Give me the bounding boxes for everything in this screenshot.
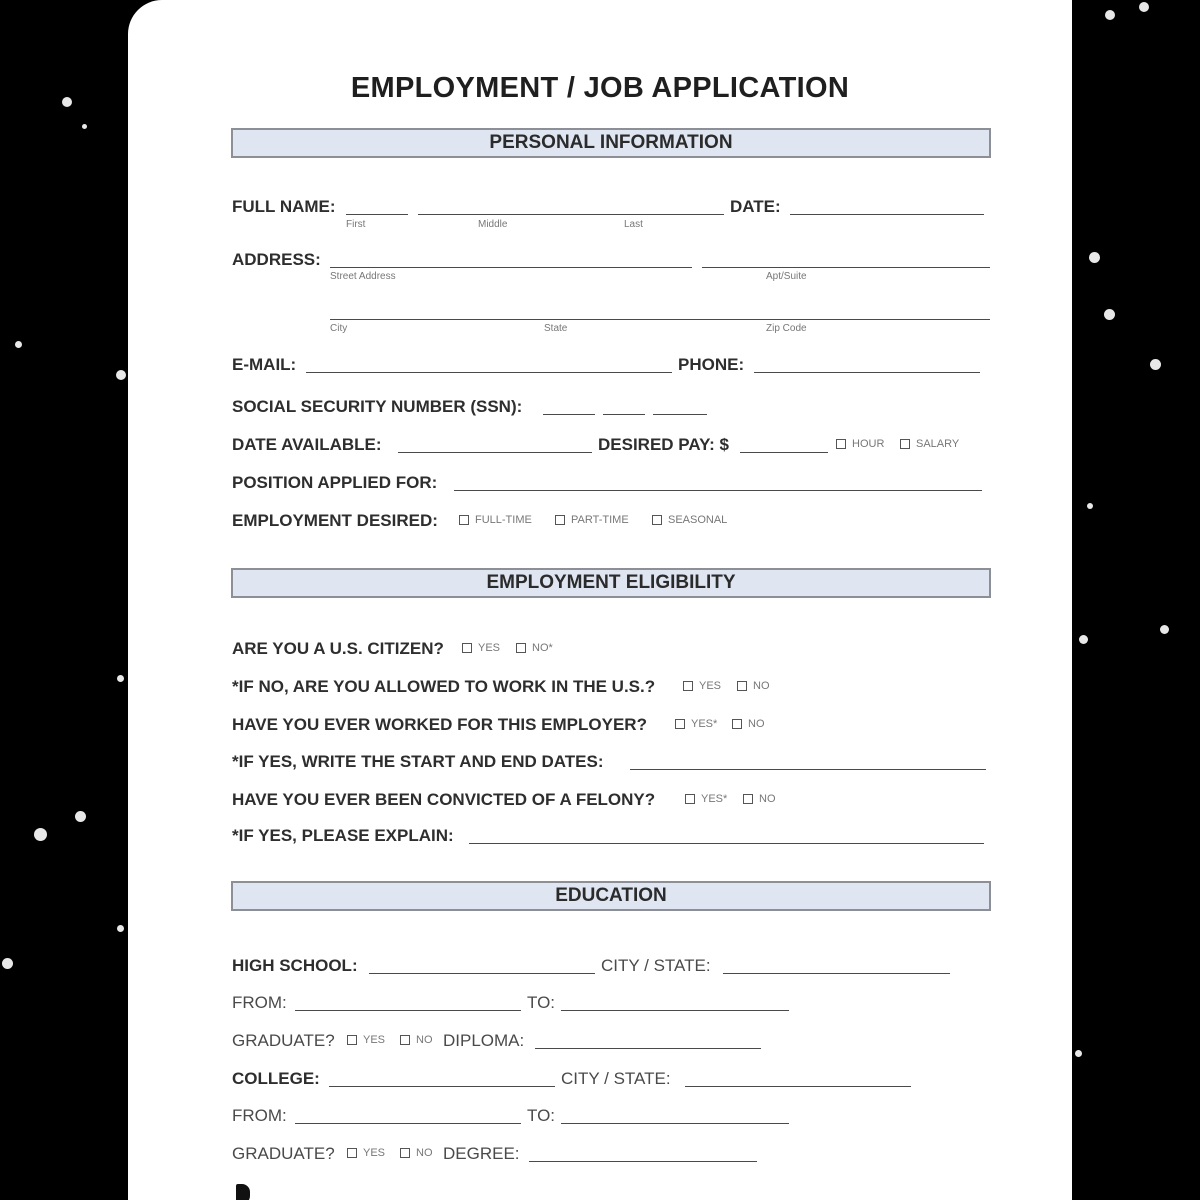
star-dot — [62, 97, 72, 107]
phone-field[interactable] — [754, 372, 980, 373]
checkbox-icon[interactable] — [732, 719, 742, 729]
degree-label: DEGREE: — [443, 1144, 520, 1163]
hs-graduate-label: GRADUATE? — [232, 1031, 335, 1050]
allowed-to-work-question: *IF NO, ARE YOU ALLOWED TO WORK IN THE U.S.? — [232, 677, 656, 696]
zip-hint: Zip Code — [766, 323, 807, 334]
ssn-part1-field[interactable] — [543, 414, 595, 415]
worked-here-question: HAVE YOU EVER WORKED FOR THIS EMPLOYER? — [232, 715, 647, 734]
apt-hint: Apt/Suite — [766, 271, 807, 282]
yes-label: YES* — [691, 718, 718, 730]
hs-city-state-field[interactable] — [723, 973, 950, 974]
date-available-label: DATE AVAILABLE: — [232, 435, 382, 454]
star-dot — [82, 124, 87, 129]
star-dot — [1160, 625, 1169, 634]
phone-label: PHONE: — [678, 355, 745, 374]
part-time-label: PART-TIME — [571, 514, 629, 526]
apt-suite-field[interactable] — [702, 267, 990, 268]
middle-hint: Middle — [478, 219, 508, 230]
college-to-label: TO: — [527, 1106, 556, 1125]
checkbox-icon[interactable] — [459, 515, 469, 525]
allowed-yes-option[interactable] — [683, 680, 721, 692]
position-label: POSITION APPLIED FOR: — [232, 473, 438, 492]
document-title: EMPLOYMENT / JOB APPLICATION — [350, 72, 850, 104]
citizen-yes-option[interactable] — [462, 642, 500, 654]
no-label: NO — [416, 1147, 433, 1159]
felony-question: HAVE YOU EVER BEEN CONVICTED OF A FELONY? — [232, 790, 656, 809]
street-hint: Street Address — [330, 271, 396, 282]
star-dot — [34, 828, 47, 841]
checkbox-icon[interactable] — [675, 719, 685, 729]
date-field[interactable] — [790, 214, 984, 215]
star-dot — [1087, 503, 1093, 509]
diploma-label: DIPLOMA: — [443, 1031, 525, 1050]
checkbox-icon[interactable] — [347, 1148, 357, 1158]
section-header-eligibility: EMPLOYMENT ELIGIBILITY — [231, 568, 991, 598]
star-dot — [1105, 10, 1115, 20]
star-dot — [1089, 252, 1100, 263]
college-graduate-label: GRADUATE? — [232, 1144, 335, 1163]
star-dot — [117, 925, 124, 932]
explain-label: *IF YES, PLEASE EXPLAIN: — [232, 826, 454, 845]
checkbox-icon[interactable] — [462, 643, 472, 653]
email-field[interactable] — [306, 372, 672, 373]
footer-logo-icon — [236, 1184, 250, 1200]
checkbox-icon[interactable] — [347, 1035, 357, 1045]
star-dot — [116, 370, 126, 380]
hour-option-label: HOUR — [852, 438, 885, 450]
star-dot — [1079, 635, 1088, 644]
college-label: COLLEGE: — [232, 1069, 320, 1088]
hs-graduate-no-option[interactable] — [400, 1034, 433, 1046]
checkbox-icon[interactable] — [836, 439, 846, 449]
checkbox-icon[interactable] — [516, 643, 526, 653]
ssn-label: SOCIAL SECURITY NUMBER (SSN): — [232, 397, 523, 416]
yes-label: YES — [363, 1034, 386, 1046]
yes-label: YES — [699, 680, 722, 692]
last-hint: Last — [624, 219, 643, 230]
college-city-state-field[interactable] — [685, 1086, 911, 1087]
hs-city-state-label: CITY / STATE: — [601, 956, 711, 975]
part-time-option[interactable] — [555, 514, 629, 526]
no-label: NO — [416, 1034, 433, 1046]
start-end-dates-field[interactable] — [630, 769, 986, 770]
star-dot — [117, 675, 124, 682]
section-header-education: EDUCATION — [231, 881, 991, 911]
no-label: NO — [748, 718, 765, 730]
star-dot — [75, 811, 86, 822]
application-page — [128, 0, 1072, 1200]
citizen-question: ARE YOU A U.S. CITIZEN? — [232, 639, 444, 658]
star-dot — [1104, 309, 1115, 320]
diploma-field[interactable] — [535, 1048, 761, 1049]
street-address-field[interactable] — [330, 267, 692, 268]
salary-option[interactable] — [900, 438, 959, 450]
checkbox-icon[interactable] — [400, 1148, 410, 1158]
college-field[interactable] — [329, 1086, 555, 1087]
checkbox-icon[interactable] — [900, 439, 910, 449]
yes-label: YES — [363, 1147, 386, 1159]
college-from-label: FROM: — [232, 1106, 287, 1125]
hs-to-label: TO: — [527, 993, 556, 1012]
allowed-no-option[interactable] — [737, 680, 770, 692]
date-label: DATE: — [730, 197, 781, 216]
hour-option[interactable] — [836, 438, 884, 450]
degree-field[interactable] — [529, 1161, 757, 1162]
start-end-dates-label: *IF YES, WRITE THE START AND END DATES: — [232, 752, 604, 771]
full-time-label: FULL-TIME — [475, 514, 532, 526]
first-hint: First — [346, 219, 366, 230]
full-name-label: FULL NAME: — [232, 197, 336, 216]
employment-desired-label: EMPLOYMENT DESIRED: — [232, 511, 438, 530]
high-school-field[interactable] — [369, 973, 595, 974]
checkbox-icon[interactable] — [400, 1035, 410, 1045]
checkbox-icon[interactable] — [683, 681, 693, 691]
college-city-state-label: CITY / STATE: — [561, 1069, 671, 1088]
first-name-field[interactable] — [346, 214, 408, 215]
middle-last-name-field[interactable] — [418, 214, 724, 215]
star-dot — [15, 341, 22, 348]
hs-to-field[interactable] — [561, 1010, 789, 1011]
email-label: E-MAIL: — [232, 355, 297, 374]
position-field[interactable] — [454, 490, 982, 491]
felony-no-option[interactable] — [743, 793, 776, 805]
college-to-field[interactable] — [561, 1123, 789, 1124]
city-hint: City — [330, 323, 348, 334]
no-label: NO* — [532, 642, 553, 654]
no-label: NO — [759, 793, 776, 805]
section-header-personal: PERSONAL INFORMATION — [231, 128, 991, 158]
citizen-no-option[interactable] — [516, 642, 553, 654]
hs-graduate-yes-option[interactable] — [347, 1034, 385, 1046]
worked-no-option[interactable] — [732, 718, 765, 730]
felony-yes-option[interactable] — [685, 793, 727, 805]
checkbox-icon[interactable] — [743, 794, 753, 804]
hs-from-field[interactable] — [295, 1010, 521, 1011]
seasonal-option[interactable] — [652, 514, 727, 526]
full-time-option[interactable] — [459, 514, 532, 526]
yes-label: YES — [478, 642, 501, 654]
address-label: ADDRESS: — [232, 250, 321, 269]
high-school-label: HIGH SCHOOL: — [232, 956, 358, 975]
no-label: NO — [753, 680, 770, 692]
date-available-field[interactable] — [398, 452, 592, 453]
yes-label: YES* — [701, 793, 728, 805]
seasonal-label: SEASONAL — [668, 514, 728, 526]
city-state-zip-field[interactable] — [330, 319, 990, 320]
worked-yes-option[interactable] — [675, 718, 717, 730]
star-dot — [1139, 2, 1149, 12]
ssn-part2-field[interactable] — [603, 414, 645, 415]
desired-pay-field[interactable] — [740, 452, 828, 453]
checkbox-icon[interactable] — [685, 794, 695, 804]
ssn-part3-field[interactable] — [653, 414, 707, 415]
checkbox-icon[interactable] — [737, 681, 747, 691]
star-dot — [2, 958, 13, 969]
hs-from-label: FROM: — [232, 993, 287, 1012]
college-graduate-yes-option[interactable] — [347, 1147, 385, 1159]
star-dot — [1075, 1050, 1082, 1057]
college-graduate-no-option[interactable] — [400, 1147, 433, 1159]
state-hint: State — [544, 323, 568, 334]
explain-field[interactable] — [469, 843, 984, 844]
salary-option-label: SALARY — [916, 438, 960, 450]
checkbox-icon[interactable] — [652, 515, 662, 525]
checkbox-icon[interactable] — [555, 515, 565, 525]
desired-pay-label: DESIRED PAY: $ — [598, 435, 730, 454]
star-dot — [1150, 359, 1161, 370]
college-from-field[interactable] — [295, 1123, 521, 1124]
